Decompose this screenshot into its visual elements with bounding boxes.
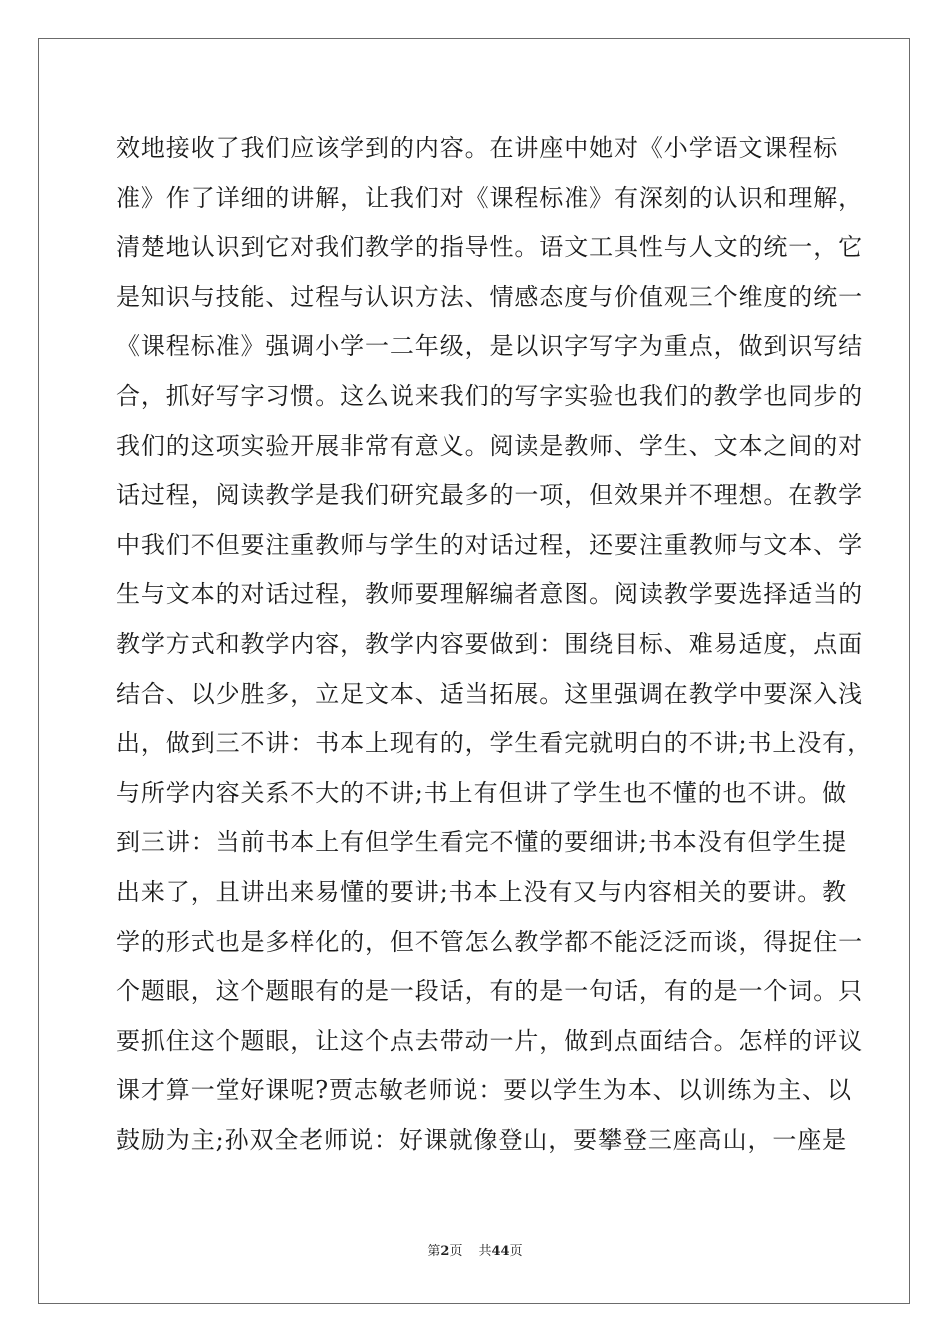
text-line: 学的形式也是多样化的，但不管怎么教学都不能泛泛而谈，得捉住一 [116,927,863,956]
text-line: 出来了，且讲出来易懂的要讲;书本上没有又与内容相关的要讲。教 [116,877,848,906]
text-line: 个题眼，这个题眼有的是一段话，有的是一句话，有的是一个词。只 [116,977,863,1006]
page-suffix: 页 [449,1244,463,1259]
text-line: 与所学内容关系不大的不讲;书上有但讲了学生也不懂的也不讲。做 [116,778,848,807]
page-indicator [427,1244,462,1259]
text-line: 《课程标准》强调小学一二年级，是以识字写字为重点，做到识写结 [116,332,863,361]
total-pages-indicator [478,1244,522,1259]
text-line: 生与文本的对话过程，教师要理解编者意图。阅读教学要选择适当的 [116,580,863,609]
text-line: 鼓励为主;孙双全老师说：好课就像登山，要攀登三座高山，一座是 [116,1125,848,1154]
page-footer [0,1240,950,1259]
text-line: 是知识与技能、过程与认识方法、情感态度与价值观三个维度的统一 [116,282,863,311]
text-line: 效地接收了我们应该学到的内容。在讲座中她对《小学语文课程标 [116,134,839,162]
text-line: 准》作了详细的讲解，让我们对《课程标准》有深刻的认识和理解， [116,183,863,212]
total-prefix: 共 [478,1244,492,1259]
text-line: 话过程，阅读教学是我们研究最多的一项，但效果并不理想。在教学 [116,481,863,510]
text-line: 合，抓好写字习惯。这么说来我们的写字实验也我们的教学也同步的 [116,381,863,410]
text-line: 教学方式和教学内容，教学内容要做到：围绕目标、难易适度，点面 [116,629,863,658]
text-line: 课才算一堂好课呢?贾志敏老师说：要以学生为本、以训练为主、以 [116,1076,852,1105]
text-line: 我们的这项实验开展非常有意义。阅读是教师、学生、文本之间的对 [116,431,863,460]
text-line: 结合、以少胜多，立足文本、适当拓展。这里强调在教学中要深入浅 [116,679,863,708]
text-line: 清楚地认识到它对我们教学的指导性。语文工具性与人文的统一，它 [116,233,863,262]
text-line: 到三讲：当前书本上有但学生看完不懂的要细讲;书本没有但学生提 [116,828,848,857]
page-number: 2 [440,1244,450,1259]
page-prefix: 第 [427,1244,441,1259]
text-line: 要抓住这个题眼，让这个点去带动一片，做到点面结合。怎样的评议 [116,1026,863,1055]
text-line: 出，做到三不讲：书本上现有的，学生看完就明白的不讲;书上没有， [116,729,872,758]
document-body [116,128,872,1169]
text-line: 中我们不但要注重教师与学生的对话过程，还要注重教师与文本、学 [116,530,863,559]
total-suffix: 页 [509,1244,523,1259]
total-pages-number: 44 [491,1244,510,1259]
